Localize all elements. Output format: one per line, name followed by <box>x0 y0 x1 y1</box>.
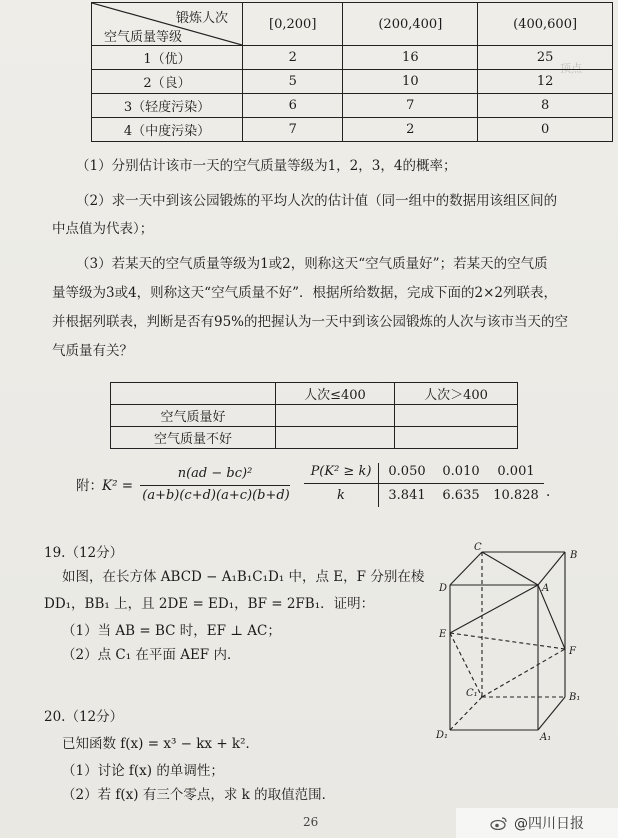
formula-end: . <box>546 484 551 500</box>
q20-line3: （2）若 f(x) 有三个零点，求 k 的取值范围． <box>62 787 336 803</box>
q18-part2-line1: （2）求一天中到该公园锻炼的平均人次的估计值（同一组中的数据用该组区间的 <box>76 193 558 209</box>
table-row <box>111 383 518 405</box>
table-row <box>92 46 613 70</box>
column-header: [0,200] <box>243 3 343 46</box>
table-cell <box>276 427 395 449</box>
column-header: 人次＞400 <box>394 383 517 405</box>
q19-line4: （2）点 C₁ 在平面 AEF 内． <box>62 647 241 663</box>
vertex-label-e: E <box>439 629 447 640</box>
fraction-bar <box>140 485 290 486</box>
column-header: 人次≤400 <box>276 383 395 405</box>
table-cell: 5 <box>243 70 343 94</box>
vertex-label-d1: D₁ <box>436 730 449 741</box>
weibo-watermark <box>456 808 618 838</box>
vertex-label-c: C <box>474 542 482 553</box>
k-value: 3.841 <box>388 488 426 503</box>
q18-part3-line1: （3）若某天的空气质量等级为1或2，则称这天“空气质量好”；若某天的空气质 <box>76 256 548 272</box>
q19-line2: DD₁，BB₁ 上，且 2DE = ED₁，BF = 2FB₁．证明： <box>44 596 375 612</box>
k-label: k <box>337 488 345 503</box>
table-cell: 6 <box>243 94 343 118</box>
row-label: 空气质量好 <box>111 405 276 427</box>
row-label: 1（优） <box>92 46 243 70</box>
appendix-prefix: 附： <box>76 478 103 494</box>
air-quality-table <box>91 2 613 142</box>
q18-part3-line4: 气质量有关？ <box>52 343 133 359</box>
p-value: 0.050 <box>388 464 426 479</box>
p-value: 0.001 <box>497 464 535 479</box>
q18-part1: （1）分别估计该市一天的空气质量等级为1，2，3，4的概率； <box>76 158 457 174</box>
vertex-label-d: D <box>439 583 448 594</box>
table-rule <box>304 483 544 484</box>
page-number: 26 <box>303 815 319 829</box>
formula-numerator: n(ad − bc)² <box>177 466 253 481</box>
table-cell <box>394 405 517 427</box>
vertex-label-a: A <box>542 583 550 594</box>
contingency-table <box>110 382 518 449</box>
table-cell: 12 <box>478 70 613 94</box>
row-label: 4（中度污染） <box>92 118 243 142</box>
table-cell: 7 <box>343 94 478 118</box>
bleed-through: 顶点 <box>560 62 582 75</box>
table-cell <box>394 427 517 449</box>
p-label: P(K² ≥ k) <box>310 464 372 479</box>
table-row <box>111 405 518 427</box>
vertex-label-f: F <box>569 646 576 657</box>
row-label: 2（良） <box>92 70 243 94</box>
column-header: (200,400] <box>343 3 478 46</box>
table-cell: 25 <box>478 46 613 70</box>
q20-line2: （1）讨论 f(x) 的单调性； <box>62 763 224 779</box>
diagonal-header-cell <box>92 3 243 46</box>
k2-symbol: K² = <box>102 478 134 494</box>
q20-line1: 已知函数 f(x) = x³ − kx + k²． <box>62 736 260 752</box>
column-header: (400,600] <box>478 3 613 46</box>
table-cell <box>111 383 276 405</box>
table-row <box>92 70 613 94</box>
q18-part3-line2: 量等级为3或4，则称这天“空气质量不好”．根据所给数据，完成下面的2×2列联表， <box>52 285 557 301</box>
q19-title: 19.（12分） <box>44 545 124 561</box>
table-cell: 2 <box>243 46 343 70</box>
table-cell <box>276 405 395 427</box>
table-cell: 0 <box>478 118 613 142</box>
table-cell: 2 <box>343 118 478 142</box>
corner-top-label: 锻炼人次 <box>175 11 228 26</box>
k-value: 6.635 <box>442 488 480 503</box>
table-cell: 10 <box>343 70 478 94</box>
vertex-label-b1: B₁ <box>569 692 581 703</box>
corner-bottom-label: 空气质量等级 <box>104 30 183 45</box>
weibo-logo-icon <box>490 816 508 830</box>
q20-title: 20.（12分） <box>44 709 124 725</box>
row-label: 3（轻度污染） <box>92 94 243 118</box>
cuboid-figure <box>430 540 600 745</box>
table-cell: 8 <box>478 94 613 118</box>
p-value: 0.010 <box>442 464 480 479</box>
table-cell: 7 <box>243 118 343 142</box>
vertex-label-a1: A₁ <box>540 732 552 743</box>
q19-line3: （1）当 AB = BC 时，EF ⊥ AC； <box>62 623 281 639</box>
table-divider <box>378 463 379 507</box>
table-row <box>111 427 518 449</box>
vertex-label-c1: C₁ <box>466 688 478 699</box>
q19-line1: 如图，在长方体 ABCD − A₁B₁C₁D₁ 中，点 E，F 分别在棱 <box>62 569 425 585</box>
table-cell: 16 <box>343 46 478 70</box>
row-label: 空气质量不好 <box>111 427 276 449</box>
table-row <box>92 94 613 118</box>
q18-part2-line2: 中点值为代表）； <box>52 221 154 237</box>
k-value: 10.828 <box>493 488 539 503</box>
vertex-label-b: B <box>570 550 578 561</box>
q18-part3-line3: 并根据列联表，判断是否有95%的把握认为一天中到该公园锻炼的人次与该市当天的空 <box>52 314 569 330</box>
watermark-text: @四川日报 <box>514 816 584 832</box>
formula-denominator: (a+b)(c+d)(a+c)(b+d) <box>142 488 290 503</box>
table-row <box>92 118 613 142</box>
